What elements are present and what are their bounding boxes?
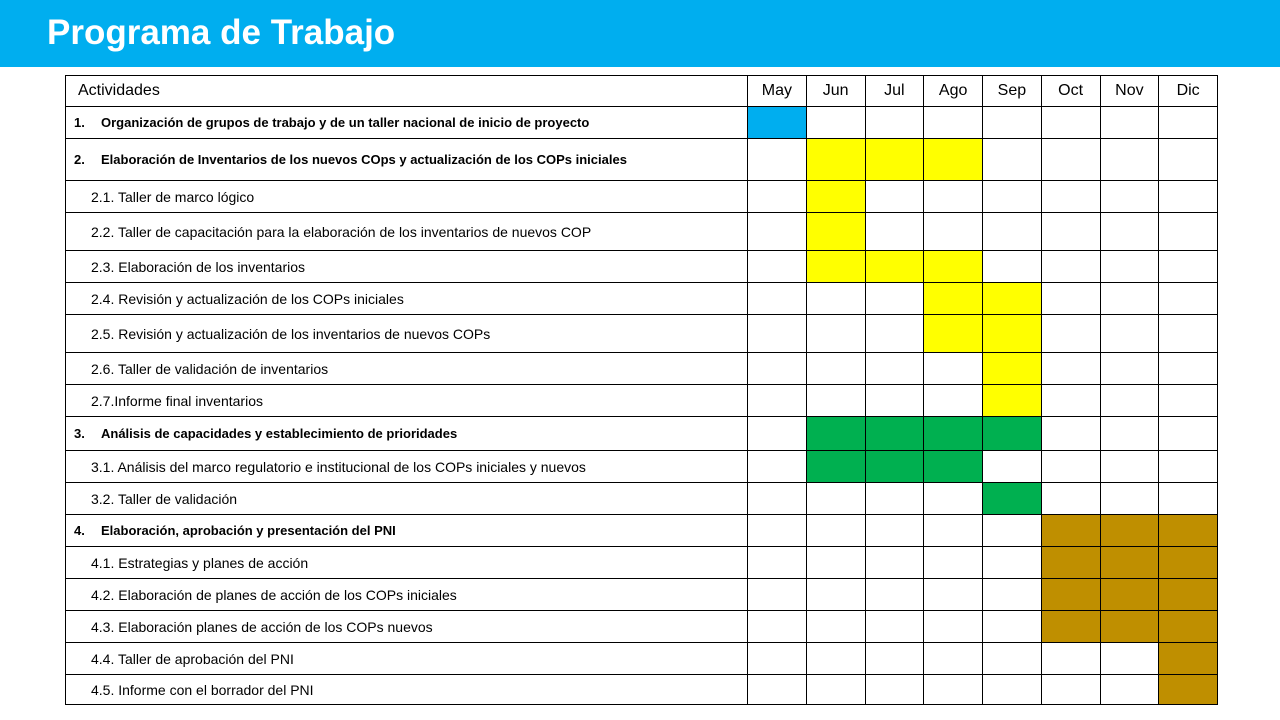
activity-label (66, 643, 748, 675)
activity-text: Organización de grupos de trabajo y de un taller nacional de inicio de proyecto (101, 114, 590, 130)
month-cell-jun (806, 213, 865, 251)
month-cell-oct (1041, 353, 1100, 385)
month-cell-jun (806, 353, 865, 385)
month-cell-nov (1100, 483, 1159, 515)
month-cell-oct (1041, 579, 1100, 611)
month-cell-sep (983, 251, 1042, 283)
month-cell-jul (865, 283, 924, 315)
month-cell-nov (1100, 315, 1159, 353)
month-cell-sep (983, 107, 1042, 139)
activity-number: 3. (74, 425, 85, 441)
activity-text: 2.1. Taller de marco lógico (91, 188, 255, 205)
month-cell-nov (1100, 675, 1159, 705)
month-cell-sep (983, 385, 1042, 417)
month-cell-ago (924, 315, 983, 353)
month-cell-jun (806, 579, 865, 611)
month-cell-nov (1100, 515, 1159, 547)
month-cell-jun (806, 515, 865, 547)
month-cell-jun (806, 417, 865, 451)
month-cell-jun (806, 139, 865, 181)
month-cell-jul (865, 483, 924, 515)
month-cell-oct (1041, 451, 1100, 483)
month-cell-ago (924, 251, 983, 283)
month-cell-dic (1159, 417, 1218, 451)
month-cell-dic (1159, 611, 1218, 643)
month-header-nov: Nov (1100, 76, 1159, 107)
month-header-dic: Dic (1159, 76, 1218, 107)
activity-label (66, 251, 748, 283)
month-cell-nov (1100, 283, 1159, 315)
activity-text: 4.3. Elaboración planes de acción de los COPs nuevos (91, 618, 433, 635)
activity-text: Elaboración de Inventarios de los nuevos COps y actualización de los COPs iniciales (101, 151, 627, 167)
month-cell-dic (1159, 483, 1218, 515)
month-cell-sep (983, 643, 1042, 675)
month-cell-oct (1041, 181, 1100, 213)
month-cell-ago (924, 675, 983, 705)
month-cell-jul (865, 675, 924, 705)
month-cell-nov (1100, 251, 1159, 283)
month-cell-sep (983, 675, 1042, 705)
activity-text: 4.5. Informe con el borrador del PNI (91, 681, 314, 698)
page-title: Programa de Trabajo (47, 13, 396, 52)
month-cell-jun (806, 181, 865, 213)
month-cell-ago (924, 107, 983, 139)
subactivity-row (66, 283, 1218, 315)
month-cell-dic (1159, 353, 1218, 385)
month-cell-jul (865, 643, 924, 675)
activity-label (66, 611, 748, 643)
month-cell-oct (1041, 547, 1100, 579)
activity-label (66, 315, 748, 353)
month-cell-nov (1100, 353, 1159, 385)
activity-number: 2. (74, 151, 85, 167)
month-cell-oct (1041, 643, 1100, 675)
month-cell-sep (983, 213, 1042, 251)
activity-label (66, 139, 748, 181)
month-cell-jun (806, 107, 865, 139)
month-cell-jul (865, 251, 924, 283)
month-cell-sep (983, 451, 1042, 483)
title-banner (0, 0, 1280, 67)
work-schedule-table (65, 75, 1218, 705)
month-cell-may (748, 675, 807, 705)
activity-label (66, 283, 748, 315)
month-cell-nov (1100, 181, 1159, 213)
month-cell-jul (865, 547, 924, 579)
month-cell-jun (806, 483, 865, 515)
month-cell-may (748, 251, 807, 283)
activity-number: 1. (74, 114, 85, 130)
month-cell-jun (806, 385, 865, 417)
month-cell-oct (1041, 283, 1100, 315)
activity-text: 2.5. Revisión y actualización de los inventarios de nuevos COPs (91, 325, 491, 342)
subactivity-row (66, 643, 1218, 675)
month-cell-oct (1041, 213, 1100, 251)
activity-label (66, 675, 748, 705)
month-header-jun: Jun (806, 76, 865, 107)
month-cell-jul (865, 385, 924, 417)
activity-label (66, 515, 748, 547)
subactivity-row (66, 213, 1218, 251)
activity-text: 2.4. Revisión y actualización de los COPs iniciales (91, 290, 404, 307)
month-cell-jul (865, 139, 924, 181)
month-cell-jul (865, 353, 924, 385)
month-cell-sep (983, 139, 1042, 181)
month-header-jul: Jul (865, 76, 924, 107)
month-cell-may (748, 181, 807, 213)
month-cell-jul (865, 451, 924, 483)
month-cell-oct (1041, 417, 1100, 451)
activity-text: Elaboración, aprobación y presentación del PNI (101, 522, 396, 538)
month-cell-dic (1159, 547, 1218, 579)
month-cell-sep (983, 547, 1042, 579)
month-cell-jul (865, 417, 924, 451)
month-cell-ago (924, 611, 983, 643)
activity-text: 2.2. Taller de capacitación para la elaboración de los inventarios de nuevos COP (91, 223, 592, 240)
month-cell-dic (1159, 451, 1218, 483)
month-cell-ago (924, 181, 983, 213)
subactivity-row (66, 315, 1218, 353)
month-cell-sep (983, 611, 1042, 643)
activity-label (66, 579, 748, 611)
month-cell-may (748, 515, 807, 547)
activity-label (66, 107, 748, 139)
activity-text: 3.1. Análisis del marco regulatorio e institucional de los COPs iniciales y nuevos (91, 458, 586, 475)
month-cell-ago (924, 283, 983, 315)
month-cell-may (748, 483, 807, 515)
month-cell-ago (924, 483, 983, 515)
activity-label (66, 483, 748, 515)
month-cell-oct (1041, 139, 1100, 181)
activity-label (66, 213, 748, 251)
month-cell-jul (865, 181, 924, 213)
month-cell-dic (1159, 515, 1218, 547)
month-cell-oct (1041, 483, 1100, 515)
month-cell-ago (924, 547, 983, 579)
month-cell-ago (924, 515, 983, 547)
month-cell-may (748, 353, 807, 385)
month-cell-sep (983, 515, 1042, 547)
table-header-row (66, 76, 1218, 107)
month-cell-may (748, 213, 807, 251)
month-cell-may (748, 315, 807, 353)
activity-text: 4.4. Taller de aprobación del PNI (91, 650, 294, 667)
month-cell-jul (865, 579, 924, 611)
activity-row (66, 139, 1218, 181)
subactivity-row (66, 353, 1218, 385)
month-cell-may (748, 643, 807, 675)
month-cell-ago (924, 579, 983, 611)
subactivity-row (66, 611, 1218, 643)
activity-label (66, 451, 748, 483)
month-cell-may (748, 385, 807, 417)
month-cell-dic (1159, 579, 1218, 611)
month-cell-dic (1159, 181, 1218, 213)
month-cell-oct (1041, 515, 1100, 547)
month-cell-jun (806, 451, 865, 483)
month-cell-jun (806, 283, 865, 315)
activity-label (66, 417, 748, 451)
month-cell-may (748, 417, 807, 451)
month-cell-may (748, 107, 807, 139)
month-cell-sep (983, 579, 1042, 611)
subactivity-row (66, 385, 1218, 417)
month-cell-ago (924, 451, 983, 483)
month-cell-jun (806, 611, 865, 643)
activity-row (66, 515, 1218, 547)
month-cell-nov (1100, 547, 1159, 579)
month-cell-jun (806, 547, 865, 579)
month-cell-sep (983, 483, 1042, 515)
month-cell-dic (1159, 675, 1218, 705)
month-cell-nov (1100, 451, 1159, 483)
subactivity-row (66, 547, 1218, 579)
month-cell-nov (1100, 643, 1159, 675)
month-cell-dic (1159, 283, 1218, 315)
month-cell-may (748, 547, 807, 579)
activity-row (66, 107, 1218, 139)
activity-row (66, 417, 1218, 451)
month-cell-jun (806, 675, 865, 705)
month-cell-ago (924, 385, 983, 417)
month-cell-dic (1159, 315, 1218, 353)
month-cell-nov (1100, 107, 1159, 139)
month-cell-ago (924, 643, 983, 675)
month-cell-oct (1041, 611, 1100, 643)
activity-number: 4. (74, 522, 85, 538)
month-cell-oct (1041, 385, 1100, 417)
month-cell-sep (983, 315, 1042, 353)
month-cell-jul (865, 515, 924, 547)
month-cell-may (748, 611, 807, 643)
month-cell-ago (924, 353, 983, 385)
activity-text: 4.1. Estrategias y planes de acción (91, 554, 309, 571)
month-cell-sep (983, 417, 1042, 451)
month-cell-dic (1159, 139, 1218, 181)
subactivity-row (66, 675, 1218, 705)
activity-text: 2.3. Elaboración de los inventarios (91, 258, 306, 275)
activity-label (66, 181, 748, 213)
month-header-ago: Ago (924, 76, 983, 107)
month-header-oct: Oct (1041, 76, 1100, 107)
activity-text: 3.2. Taller de validación (91, 490, 238, 507)
subactivity-row (66, 251, 1218, 283)
month-cell-nov (1100, 213, 1159, 251)
activity-text: 2.7.Informe final inventarios (91, 392, 263, 409)
month-cell-oct (1041, 251, 1100, 283)
month-header-may: May (748, 76, 807, 107)
activity-text: 2.6. Taller de validación de inventarios (91, 360, 329, 377)
month-cell-nov (1100, 611, 1159, 643)
month-cell-jul (865, 611, 924, 643)
month-cell-may (748, 579, 807, 611)
activity-text: 4.2. Elaboración de planes de acción de los COPs iniciales (91, 586, 457, 603)
activity-label (66, 353, 748, 385)
month-cell-oct (1041, 675, 1100, 705)
month-cell-jul (865, 107, 924, 139)
month-cell-nov (1100, 139, 1159, 181)
month-cell-jun (806, 315, 865, 353)
month-cell-nov (1100, 417, 1159, 451)
activity-label (66, 385, 748, 417)
month-cell-jun (806, 251, 865, 283)
subactivity-row (66, 181, 1218, 213)
month-cell-dic (1159, 643, 1218, 675)
month-cell-nov (1100, 579, 1159, 611)
activities-header: Actividades (66, 76, 748, 107)
subactivity-row (66, 483, 1218, 515)
month-header-sep: Sep (983, 76, 1042, 107)
month-cell-sep (983, 353, 1042, 385)
month-cell-jul (865, 315, 924, 353)
month-cell-sep (983, 181, 1042, 213)
month-cell-may (748, 283, 807, 315)
month-cell-dic (1159, 251, 1218, 283)
month-cell-oct (1041, 315, 1100, 353)
month-cell-sep (983, 283, 1042, 315)
month-cell-dic (1159, 385, 1218, 417)
month-cell-may (748, 139, 807, 181)
month-cell-jul (865, 213, 924, 251)
subactivity-row (66, 451, 1218, 483)
activity-label (66, 547, 748, 579)
subactivity-row (66, 579, 1218, 611)
month-cell-jun (806, 643, 865, 675)
activity-text: Análisis de capacidades y establecimiento de prioridades (101, 425, 458, 441)
month-cell-ago (924, 139, 983, 181)
month-cell-nov (1100, 385, 1159, 417)
month-cell-may (748, 451, 807, 483)
month-cell-ago (924, 417, 983, 451)
month-cell-ago (924, 213, 983, 251)
month-cell-dic (1159, 107, 1218, 139)
month-cell-dic (1159, 213, 1218, 251)
month-cell-oct (1041, 107, 1100, 139)
